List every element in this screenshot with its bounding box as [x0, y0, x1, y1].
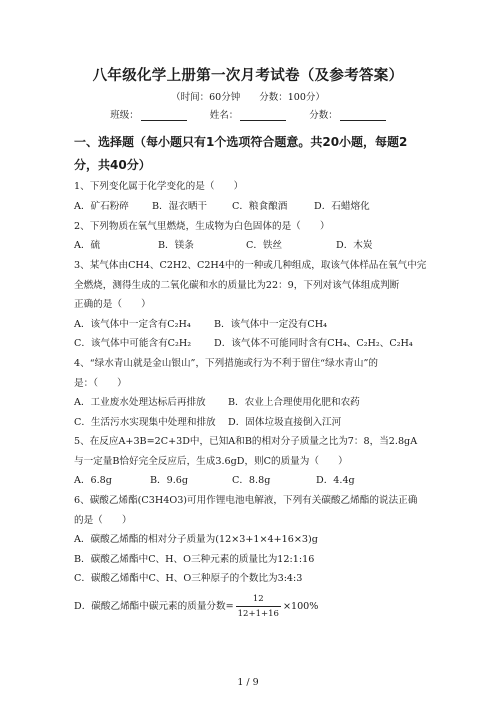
option: D．该气体不可能同时含有CH₄、C₂H₂、C₂H₄ — [214, 338, 413, 349]
option: B．该气体中一定没有CH₄ — [214, 319, 327, 330]
question-3-options-row-1 — [74, 319, 327, 331]
option: C．粮食酿酒 — [232, 201, 288, 212]
question-1-options — [74, 201, 370, 213]
question-6-option-c: C．碳酸乙烯酯中C、H、O三种原子的个数比为3:4:3 — [74, 573, 303, 584]
score-blank[interactable] — [340, 110, 386, 121]
option: D．固体垃圾直接倒入江河 — [228, 417, 342, 428]
question-3-stem: 3、某气体由CH4、C2H2、C2H4中的一种或几种组成，取该气体样品在氧气中完 — [74, 260, 427, 271]
name-field[interactable]: 姓名： — [210, 107, 287, 121]
question-5-stem: 5、在反应A+3B=2C+3D中，已知A和B的相对分子质量之比为7：8，当2.8gA — [74, 436, 418, 447]
option: A．硫 — [74, 240, 101, 251]
question-6-option-a: A．碳酸乙烯酯的相对分子质量为(12×3+1×4+16×3)g — [74, 534, 318, 545]
question-4-stem: 是：（ ） — [74, 378, 127, 389]
question-5-options — [74, 475, 355, 487]
option: B．9.6g — [150, 475, 189, 486]
option: B．镁条 — [158, 240, 194, 251]
option: A．矿石粉碎 — [74, 201, 129, 212]
question-4-options-row-1 — [74, 397, 360, 409]
option: D．石蜡熔化 — [314, 201, 370, 212]
option: C．生活污水实现集中处理和排放 — [74, 417, 216, 428]
mass-fraction: $\frac{12}{12+1+16}$ — [237, 594, 279, 619]
question-2-stem: 2、下列物质在氧气里燃烧，生成物为白色固体的是（ ） — [74, 221, 330, 232]
option: C．该气体中可能含有C₂H₂ — [74, 338, 192, 349]
option: B．湿衣晒干 — [152, 201, 208, 212]
option: B．农业上合理使用化肥和农药 — [228, 397, 360, 408]
question-2-options — [74, 240, 372, 252]
option: D．4.4g — [316, 475, 355, 486]
page-title: 八年级化学上册第一次月考试卷（及参考答案） — [92, 68, 404, 84]
option: A．该气体中一定含有C₂H₄ — [74, 319, 191, 330]
question-4-options-row-2 — [74, 417, 341, 429]
question-3-stem: 正确的是（ ） — [74, 299, 151, 310]
option: C．铁丝 — [246, 240, 283, 251]
question-3-stem: 全燃烧，测得生成的二氧化碳和水的质量比为22：9，下列对该气体组成判断 — [74, 280, 400, 291]
question-6-stem: 6、碳酸乙烯酯(C3H4O3)可用作锂电池电解液，下列有关碳酸乙烯酯的说法正确 — [74, 495, 418, 506]
student-fields — [0, 107, 496, 121]
question-4-stem: 4、“绿水青山就是金山银山”，下列措施或行为不利于留住“绿水青山”的 — [74, 358, 378, 369]
exam-meta — [0, 89, 496, 103]
name-blank[interactable] — [240, 110, 286, 121]
page-number: 1 / 9 — [237, 677, 259, 688]
option: D．木炭 — [336, 240, 373, 251]
question-6-stem: 的是（ ） — [74, 515, 132, 526]
class-blank[interactable] — [141, 110, 187, 121]
question-3-options-row-2 — [74, 338, 413, 350]
option: A．工业废水处理达标后再排放 — [74, 397, 206, 408]
time-info: （时间：60分钟 — [171, 92, 241, 103]
section-heading: 一、选择题（每小题只有1个选项符合题意。共20小题，每题2分，共40分） — [74, 135, 408, 172]
score-field[interactable]: 分数： — [309, 107, 386, 121]
question-5-stem: 与一定量B恰好完全反应后，生成3.6gD，则C的质量为（ ） — [74, 456, 348, 467]
question-6-option-d: D．碳酸乙烯酯中碳元素的质量分数= $\frac{12}{12+1+16}$ ×100% — [74, 594, 319, 619]
class-field[interactable]: 班级： — [110, 107, 187, 121]
option: A．6.8g — [74, 475, 112, 486]
question-1-stem: 1、下列变化属于化学变化的是（ ） — [74, 181, 244, 192]
question-6-option-b: B．碳酸乙烯酯中C、H、O三种元素的质量比为12:1:16 — [74, 554, 315, 565]
option: C．8.8g — [232, 475, 271, 486]
score-info: 分数：100分） — [259, 92, 325, 103]
